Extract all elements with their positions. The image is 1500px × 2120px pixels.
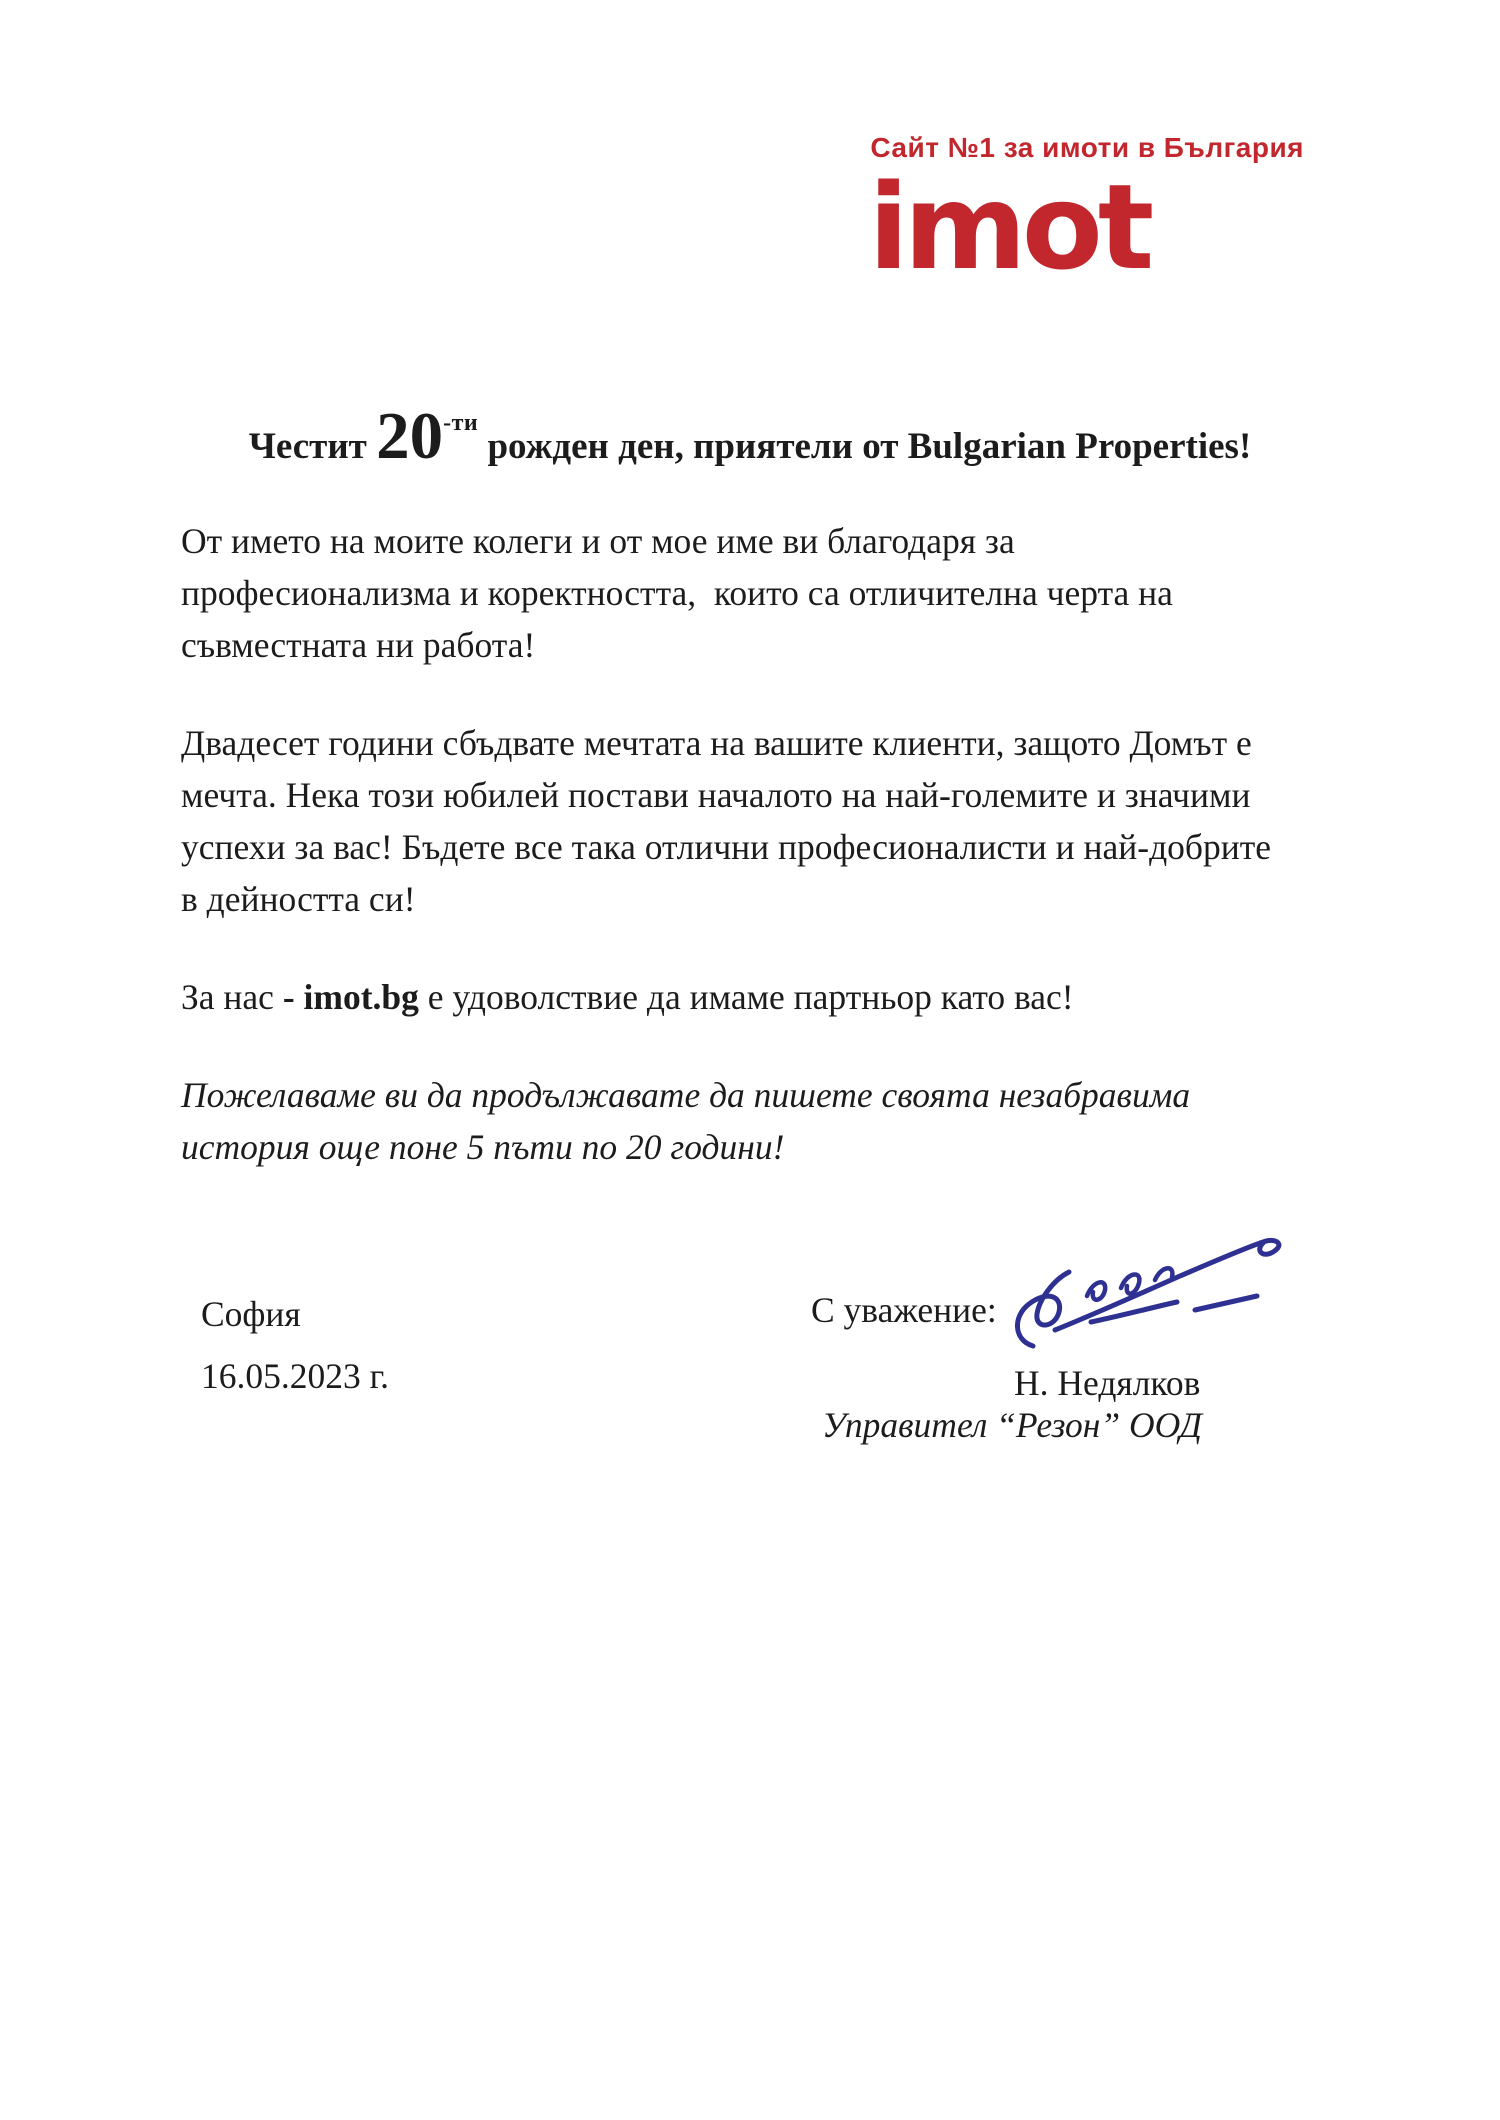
text-line: професионализма и коректността, които са отличителна черта на [181,573,1173,613]
paragraph-twenty-years [181,717,1352,925]
paragraph-partner [181,971,1352,1023]
brand-tagline: Сайт №1 за имоти в България [870,132,1305,163]
text-line: мечта. Нека този юбилей постави началото на най-големите и значими [181,775,1251,815]
signer-title: Управител “Резон” ООД [822,1405,1202,1445]
letter-title [0,383,1500,487]
text-line: Двадесет години сбъдвате мечтата на вашите клиенти, защото Домът е [181,723,1252,763]
signature-stroke-flourish [1055,1240,1279,1330]
text-segment: За нас [181,977,283,1017]
footer-city: София [201,1294,301,1334]
letter-body [181,515,1352,1219]
text-line: история още поне 5 пъти по 20 години! [181,1127,785,1167]
text-line: в дейността си! [181,879,416,919]
signature [995,1218,1295,1353]
logo-text-outline: .bg [1149,158,1348,296]
paragraph-wish [181,1069,1352,1173]
text-line: Пожелаваме ви да продължавате да пишете своята незабравима [181,1075,1191,1115]
text-segment: е удоволствие да имаме партньор като вас! [418,977,1074,1017]
imotbg-logo [868,158,1348,296]
footer-date: 16.05.2023 г. [201,1356,390,1396]
text-line: съвместната ни работа! [181,625,536,665]
text-segment: -ти [443,409,479,436]
text-line: От името на моите колеги и от мое име ви благодаря за [181,521,1015,561]
logo-text-solid: imot [868,158,1150,296]
text-segment: Честит [248,425,377,467]
paragraph-thanks [181,515,1352,671]
text-line: успехи за вас! Бъдете все така отлични професионалисти и най-добрите [181,827,1271,867]
text-segment: - imot.bg [282,977,419,1017]
footer-closing: С уважение: [811,1290,997,1330]
brand-header [868,132,1348,296]
signature-stroke-underline [1091,1296,1257,1322]
signature-stroke-main [1017,1272,1069,1346]
signer-name: Н. Недялков [1014,1363,1201,1403]
text-segment: рожден ден, приятели от Bulgarian Properties! [478,425,1252,467]
text-segment: 20 [376,398,444,473]
